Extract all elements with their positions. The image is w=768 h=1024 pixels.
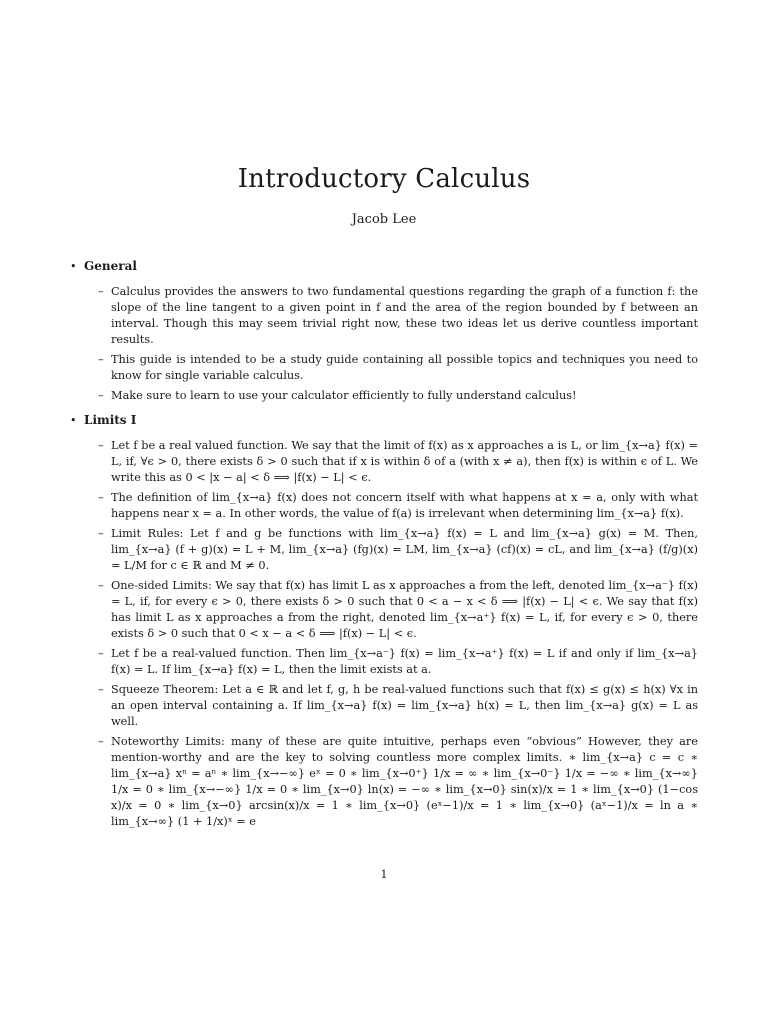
document-author: Jacob Lee <box>351 212 417 227</box>
list-item: – This guide is intended to be a study guide containing all possible topics and techniques you need to know for single variable calculus. <box>98 352 698 384</box>
section-general <box>70 258 698 404</box>
list-item: – Make sure to learn to use your calculator efficiently to fully understand calculus! <box>98 388 698 404</box>
bullet-icon: • <box>70 260 77 273</box>
list-item: – Let f be a real-valued function. Then lim_{x→a⁻} f(x) = lim_{x→a⁺} f(x) = L if and only if lim_{x→a} f(x) = L. If lim_{x→a} f(x) = L, then the limit exists at a. <box>98 646 698 678</box>
page-number: 1 <box>380 868 388 881</box>
document-body <box>70 258 698 838</box>
list-item: – Let f be a real valued function. We say that the limit of f(x) as x approaches a is L, or lim_{x→a} f(x) = L, if, ∀ϵ > 0, there exists δ > 0 such that if x is within δ of a (with x ≠ a), then f(x) is within ϵ of L. We write this as 0 < |x − a| < δ ⟹ |f(x) − L| < ϵ. <box>98 438 698 486</box>
bullet-icon: • <box>70 414 77 427</box>
list-item: – The definition of lim_{x→a} f(x) does not concern itself with what happens at x = a, only with what happens near x = a. In other words, the value of f(a) is irrelevant when determining lim_{x→a} f(x). <box>98 490 698 522</box>
list-item: – One-sided Limits: We say that f(x) has limit L as x approaches a from the left, denoted lim_{x→a⁻} f(x) = L, if, for every ϵ > 0, there exists δ > 0 such that 0 < a − x < δ ⟹ |f(x) − L| < ϵ. We say that f(x) has limit L as x approaches a from the right, denoted lim_{x→a⁺} f(x) = L, if, for every ϵ > 0, there exists δ > 0 such that 0 < x − a < δ ⟹ |f(x) − L| < ϵ. <box>98 578 698 642</box>
section-item-list <box>70 438 698 830</box>
section-heading-label: General <box>84 259 137 273</box>
section-limits-i <box>70 412 698 830</box>
list-item: – Squeeze Theorem: Let a ∈ ℝ and let f, g, h be real-valued functions such that f(x) ≤ g(x) ≤ h(x) ∀x in an open interval containing a. If lim_{x→a} f(x) = lim_{x→a} h(x) = L, then lim_{x→a} g(x) = L as well. <box>98 682 698 730</box>
list-item: – Noteworthy Limits: many of these are quite intuitive, perhaps even “obvious” However, they are mention-worthy and are the key to solving countless more complex limits. ∗ lim_{x→a} c = c ∗ lim_{x→a} xⁿ = aⁿ ∗ lim_{x→−∞} eˣ = 0 ∗ lim_{x→0⁺} 1/x = ∞ ∗ lim_{x→0⁻} 1/x = −∞ ∗ lim_{x→∞} 1/x = 0 ∗ lim_{x→−∞} 1/x = 0 ∗ lim_{x→0} ln(x) = −∞ ∗ lim_{x→0} sin(x)/x = 1 ∗ lim_{x→0} (1−cos x)/x = 0 ∗ lim_{x→0} arcsin(x)/x = 1 ∗ lim_{x→0} (eˣ−1)/x = 1 ∗ lim_{x→0} (aˣ−1)/x = ln a ∗ lim_{x→∞} (1 + 1/x)ˣ = e <box>98 734 698 830</box>
list-item: – Calculus provides the answers to two fundamental questions regarding the graph of a function f: the slope of the line tangent to a given point in f and the area of the region bounded by f between an interval. Though this may seem trivial right now, these two ideas let us derive countless important results. <box>98 284 698 348</box>
list-item: – Limit Rules: Let f and g be functions with lim_{x→a} f(x) = L and lim_{x→a} g(x) = M. Then, lim_{x→a} (f + g)(x) = L + M, lim_{x→a} (fg)(x) = LM, lim_{x→a} (cf)(x) = cL, and lim_{x→a} (f/g)(x) = L/M for c ∈ ℝ and M ≠ 0. <box>98 526 698 574</box>
section-item-list <box>70 284 698 404</box>
document-title: Introductory Calculus <box>237 164 531 194</box>
section-heading-label: Limits I <box>84 413 137 427</box>
section-heading <box>70 412 698 429</box>
section-heading <box>70 258 698 275</box>
